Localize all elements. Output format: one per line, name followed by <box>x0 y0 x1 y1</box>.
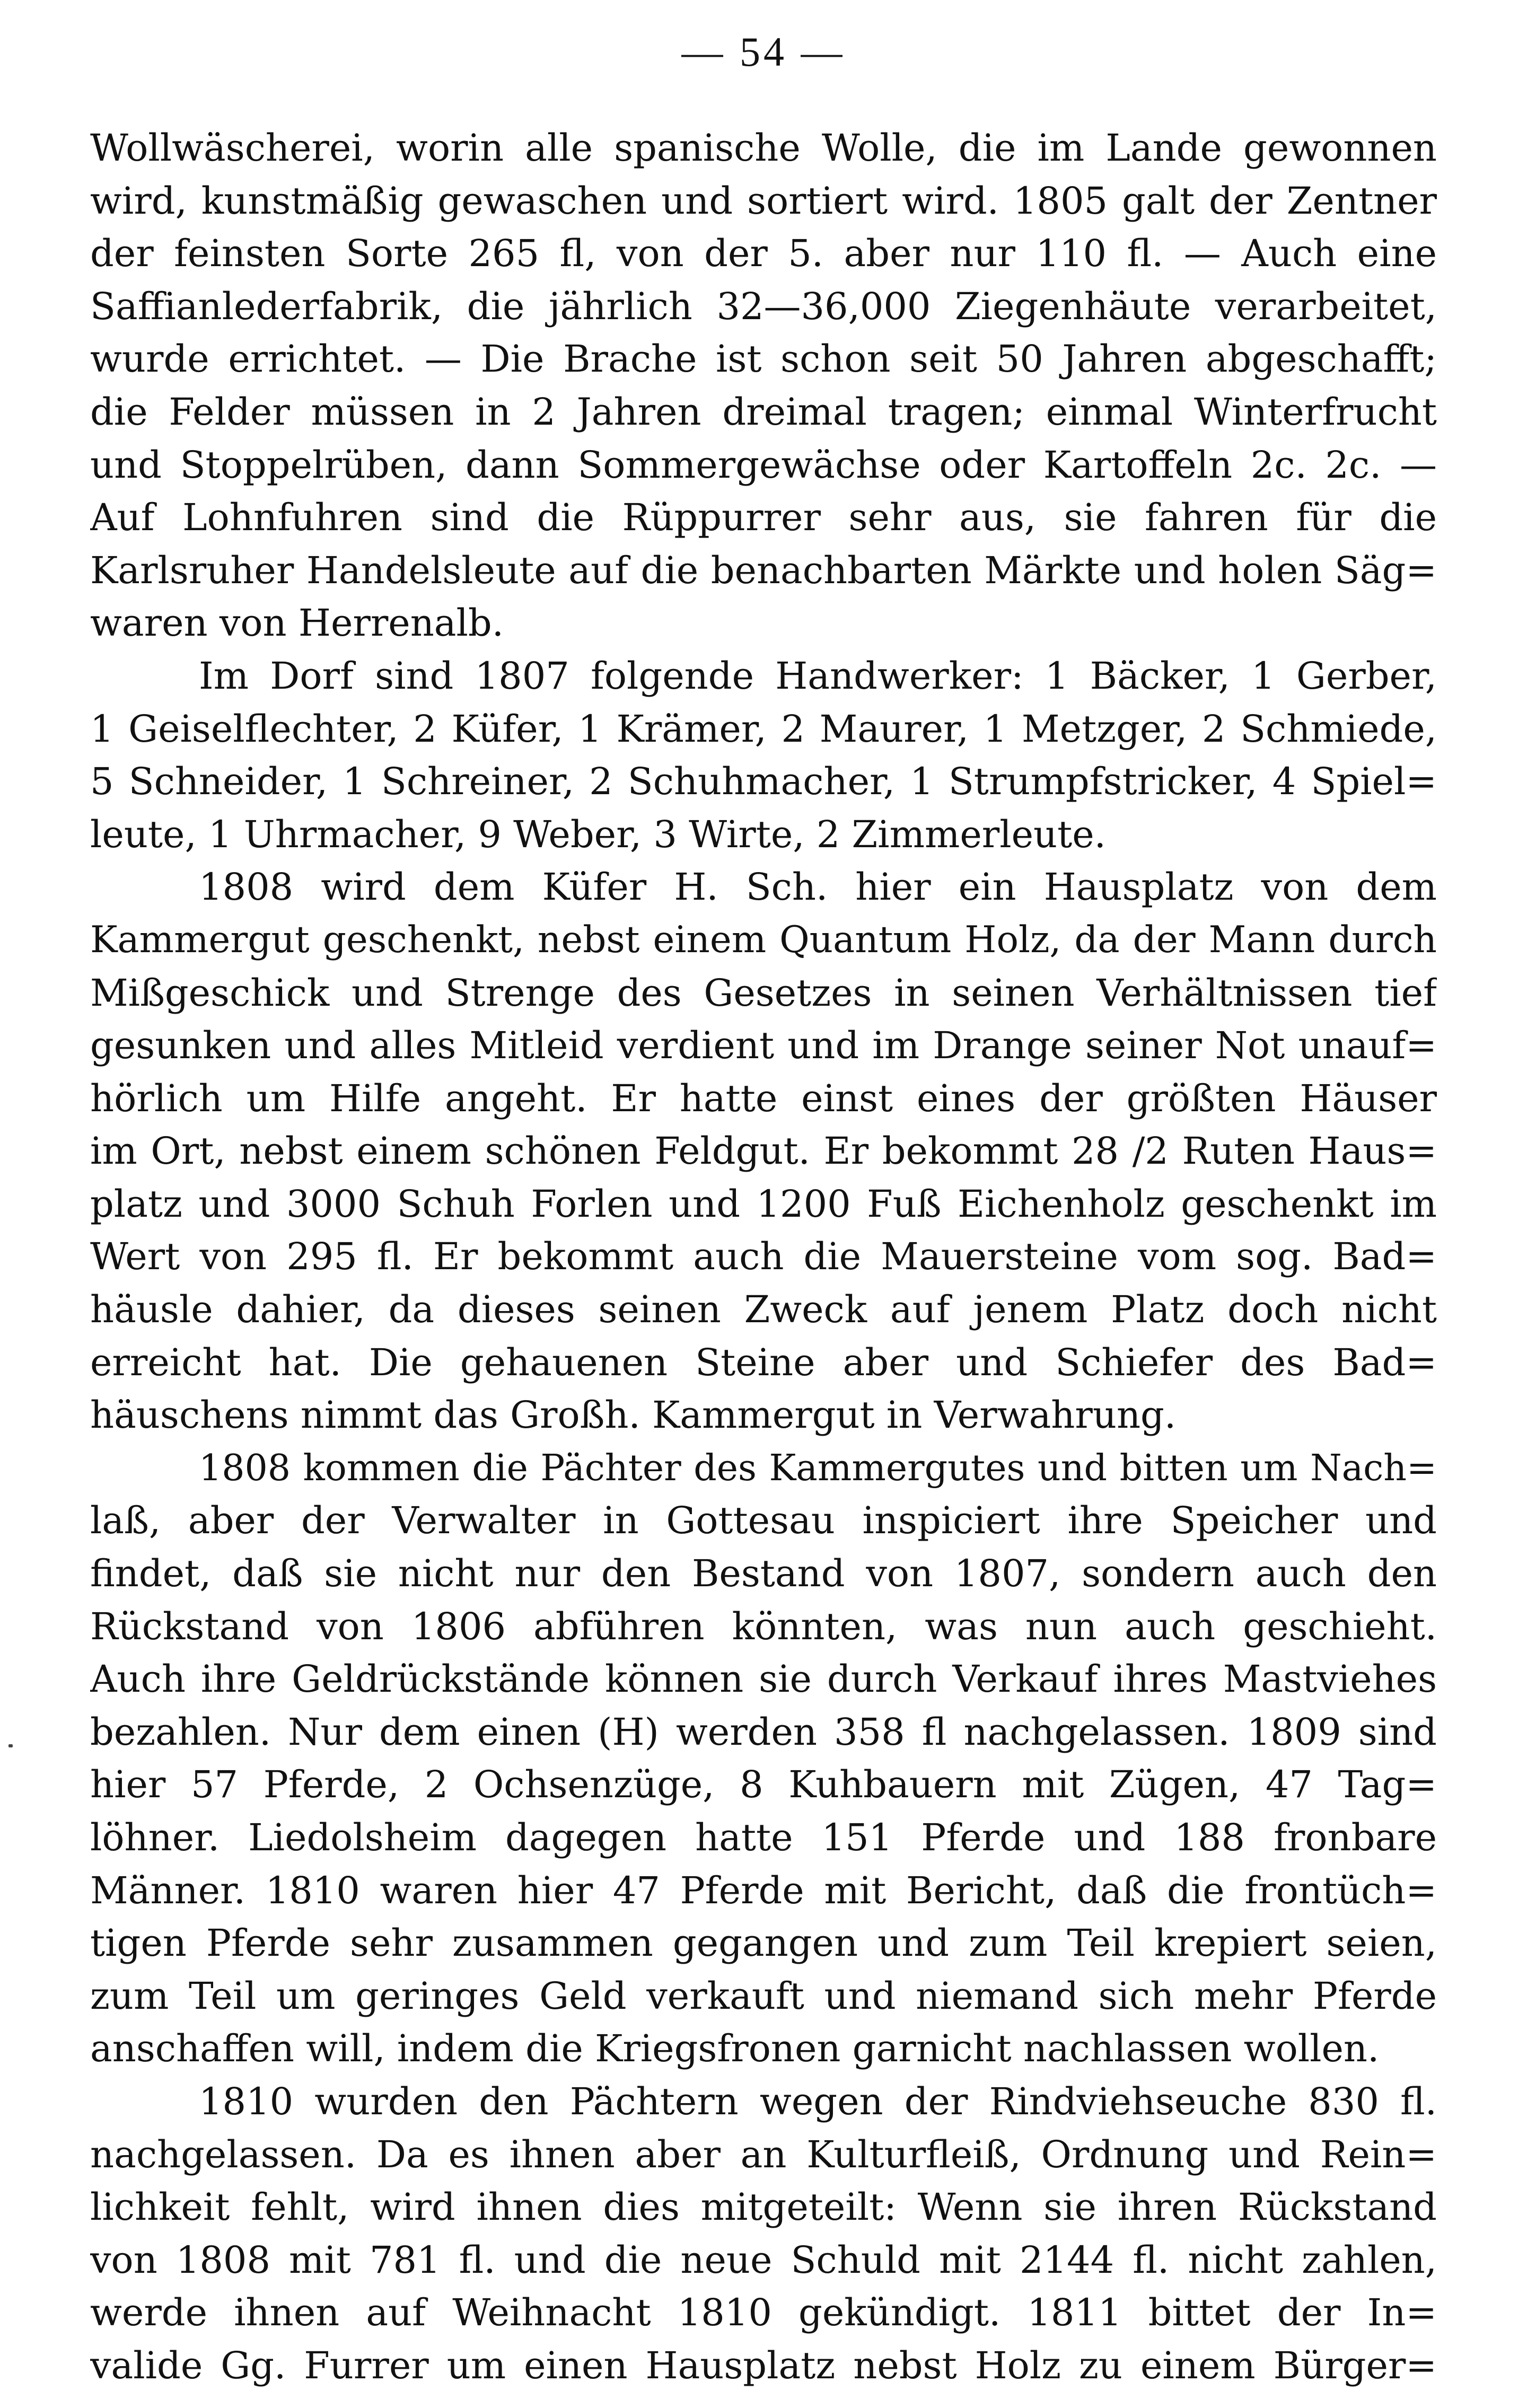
text-line: gesunken und alles Mitleid verdient und im Drange seiner Not unauf= <box>90 1024 1437 1068</box>
text-line: die Felder müssen in 2 Jahren dreimal tragen; einmal Winterfrucht <box>90 390 1437 434</box>
text-line: findet, daß sie nicht nur den Bestand von 1807, sondern auch den <box>90 1552 1437 1596</box>
text-line: von 1808 mit 781 fl. und die neue Schuld mit 2144 fl. nicht zahlen, <box>90 2238 1437 2282</box>
text-line: erreicht hat. Die gehauenen Steine aber und Schiefer des Bad= <box>90 1340 1437 1384</box>
text-line: und Stoppelrüben, dann Sommergewächse oder Kartoffeln 2c. 2c. — <box>90 443 1437 487</box>
text-line: bezahlen. Nur dem einen (H) werden 358 fl nachgelassen. 1809 sind <box>90 1710 1437 1754</box>
text-line: zum Teil um geringes Geld verkauft und niemand sich mehr Pferde <box>90 1974 1437 2018</box>
text-line: valide Gg. Furrer um einen Hausplatz nebst Holz zu einem Bürger= <box>90 2343 1437 2387</box>
text-line: häusle dahier, da dieses seinen Zweck auf jenem Platz doch nicht <box>90 1288 1437 1332</box>
text-line: tigen Pferde sehr zusammen gegangen und zum Teil krepiert seien, <box>90 1921 1437 1965</box>
text-line: der feinsten Sorte 265 fl, von der 5. aber nur 110 fl. — Auch eine <box>90 232 1437 276</box>
page-number: — 54 — <box>681 29 846 75</box>
text-line: Karlsruher Handelsleute auf die benachbarten Märkte und holen Säg= <box>90 548 1437 592</box>
text-line: 1810 wurden den Pächtern wegen der Rindviehseuche 830 fl. <box>199 2079 1437 2123</box>
text-line: Rückstand von 1806 abführen könnten, was nun auch geschieht. <box>90 1604 1437 1648</box>
text-line: 1808 wird dem Küfer H. Sch. hier ein Hausplatz von dem <box>199 865 1437 909</box>
text-line: laß, aber der Verwalter in Gottesau inspiciert ihre Speicher und <box>90 1499 1437 1543</box>
text-line: waren von Herrenalb. <box>90 601 504 645</box>
text-line: nachgelassen. Da es ihnen aber an Kulturfleiß, Ordnung und Rein= <box>90 2132 1437 2176</box>
text-line: wurde errichtet. — Die Brache ist schon seit 50 Jahren abgeschafft; <box>90 337 1437 381</box>
text-line: 1808 kommen die Pächter des Kammergutes und bitten um Nach= <box>199 1447 1437 1489</box>
text-line: wird, kunstmäßig gewaschen und sortiert wird. 1805 galt der Zentner <box>90 179 1437 223</box>
text-line: löhner. Liedolsheim dagegen hatte 151 Pferde und 188 fronbare <box>90 1816 1437 1859</box>
text-line: 5 Schneider, 1 Schreiner, 2 Schuhmacher, 1 Strumpfstricker, 4 Spiel= <box>90 760 1437 804</box>
text-line: 1 Geiselflechter, 2 Küfer, 1 Krämer, 2 Maurer, 1 Metzger, 2 Schmiede, <box>90 707 1437 751</box>
text-line: Kammergut geschenkt, nebst einem Quantum Holz, da der Mann durch <box>90 918 1437 961</box>
text-line: werde ihnen auf Weihnacht 1810 gekündigt. 1811 bittet der In= <box>90 2291 1437 2335</box>
text-line: Männer. 1810 waren hier 47 Pferde mit Bericht, daß die frontüch= <box>90 1868 1437 1912</box>
margin-speck <box>8 1744 13 1747</box>
text-line: Auf Lohnfuhren sind die Rüppurrer sehr aus, sie fahren für die <box>90 496 1437 540</box>
text-line: hier 57 Pferde, 2 Ochsenzüge, 8 Kuhbauern mit Zügen, 47 Tag= <box>90 1763 1437 1807</box>
text-line: Im Dorf sind 1807 folgende Handwerker: 1 Bäcker, 1 Gerber, <box>199 654 1437 698</box>
text-line: Wert von 295 fl. Er bekommt auch die Mauersteine vom sog. Bad= <box>90 1235 1437 1279</box>
text-line: Mißgeschick und Strenge des Gesetzes in seinen Verhältnissen tief <box>90 971 1437 1015</box>
text-line: anschaffen will, indem die Kriegsfronen garnicht nachlassen wollen. <box>90 2027 1380 2071</box>
body-text <box>90 122 1437 2393</box>
text-line: Saffianlederfabrik, die jährlich 32—36,000 Ziegenhäute verarbeitet, <box>90 284 1437 328</box>
text-line: Wollwäscherei, worin alle spanische Wolle, die im Lande gewonnen <box>90 126 1437 170</box>
text-line: hörlich um Hilfe angeht. Er hatte einst eines der größten Häuser <box>90 1076 1437 1120</box>
text-line: häuschens nimmt das Großh. Kammergut in Verwahrung. <box>90 1393 1177 1437</box>
text-line: lichkeit fehlt, wird ihnen dies mitgeteilt: Wenn sie ihren Rückstand <box>90 2185 1437 2229</box>
text-line: leute, 1 Uhrmacher, 9 Weber, 3 Wirte, 2 Zimmerleute. <box>90 812 1106 856</box>
text-line: Auch ihre Geldrückstände können sie durch Verkauf ihres Mastviehes <box>90 1657 1437 1701</box>
text-line: im Ort, nebst einem schönen Feldgut. Er bekommt 28 /2 Ruten Haus= <box>90 1129 1437 1173</box>
text-line: platz und 3000 Schuh Forlen und 1200 Fuß Eichenholz geschenkt im <box>90 1182 1437 1226</box>
